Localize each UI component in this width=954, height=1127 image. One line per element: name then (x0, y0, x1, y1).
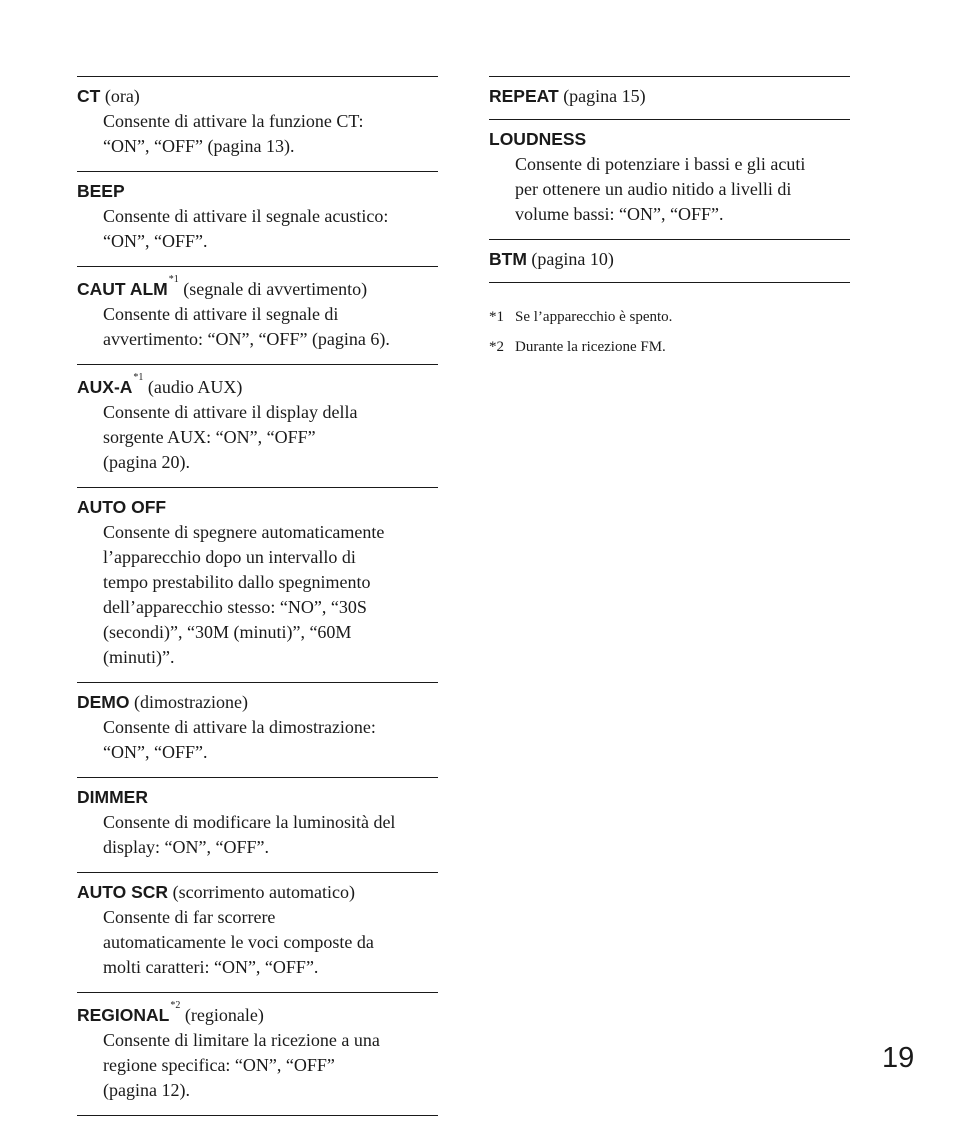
entry-term: AUTO SCR (77, 882, 169, 902)
entry-term: REGIONAL (77, 1005, 170, 1025)
footnote-text: Durante la ricezione FM. (515, 339, 666, 355)
entry-description: Consente di spegnere automaticamente l’apparecchio dopo un intervallo di tempo prestabilito dallo spegnimento dell’apparecchio stesso: “NO”, “30S (secondi)”, “30M (minuti)”, “60M (minuti)”. (103, 522, 385, 667)
entry-description: Consente di attivare la dimostrazione: “ON”, “OFF”. (103, 717, 376, 762)
entry-description: Consente di limitare la ricezione a una regione specifica: “ON”, “OFF” (pagina 12). (103, 1030, 380, 1100)
menu-entry (77, 364, 438, 487)
entry-heading (77, 786, 438, 808)
entry-description: Consente di attivare il display della sorgente AUX: “ON”, “OFF” (pagina 20). (103, 402, 358, 472)
menu-entry (77, 487, 438, 682)
menu-entry (77, 777, 438, 872)
footnote-reference: *1 (168, 274, 179, 285)
menu-entry (77, 76, 438, 171)
footnote-mark: *2 (489, 339, 504, 355)
entry-qualifier: (ora) (104, 86, 140, 106)
footnote-mark: *1 (489, 309, 504, 325)
entry-term: LOUDNESS (489, 129, 587, 149)
entry-term: AUX-A (77, 377, 133, 397)
entry-heading (489, 128, 850, 150)
footnotes (489, 302, 850, 362)
footnote-text: Se l’apparecchio è spento. (515, 309, 673, 325)
entry-description: Consente di attivare il segnale di avvertimento: “ON”, “OFF” (pagina 6). (103, 304, 390, 349)
entry-heading (77, 275, 438, 300)
menu-entry (77, 872, 438, 992)
menu-entry (489, 76, 850, 119)
entry-heading (77, 373, 438, 398)
menu-entry (77, 992, 438, 1116)
footnote-reference: *2 (170, 1000, 181, 1011)
entry-heading (489, 248, 850, 270)
entry-term: DEMO (77, 692, 130, 712)
entry-description: Consente di far scorrere automaticamente le voci composte da molti caratteri: “ON”, “OFF”. (103, 907, 374, 977)
entry-term: BEEP (77, 181, 125, 201)
footnote-reference: *1 (133, 372, 144, 383)
entry-term: AUTO OFF (77, 497, 167, 517)
entry-term: REPEAT (489, 86, 559, 106)
entry-qualifier: (audio AUX) (147, 377, 243, 397)
entry-term: DIMMER (77, 787, 148, 807)
entry-term: BTM (489, 249, 527, 269)
entry-heading (77, 180, 438, 202)
footnote (489, 302, 850, 332)
left-column (77, 76, 438, 1116)
menu-entry (489, 119, 850, 239)
entry-description: Consente di potenziare i bassi e gli acuti per ottenere un audio nitido a livelli di volume bassi: “ON”, “OFF”. (515, 154, 806, 224)
menu-entry (77, 682, 438, 777)
entry-description: Consente di modificare la luminosità del display: “ON”, “OFF”. (103, 812, 396, 857)
menu-entry (489, 239, 850, 283)
entry-term: CAUT ALM (77, 279, 168, 299)
right-column (489, 76, 850, 362)
entry-qualifier: (dimostrazione) (134, 692, 248, 712)
entry-heading (77, 691, 438, 713)
entry-qualifier: (regionale) (184, 1005, 264, 1025)
entry-term: CT (77, 86, 101, 106)
entry-heading (77, 881, 438, 903)
entry-heading (77, 496, 438, 518)
entry-qualifier: (segnale di avvertimento) (183, 279, 368, 299)
page-number: 19 (882, 1042, 915, 1074)
entry-qualifier: (pagina 15) (563, 86, 646, 106)
entry-qualifier: (pagina 10) (531, 249, 614, 269)
entry-heading (77, 85, 438, 107)
entry-heading (77, 1001, 438, 1026)
entry-qualifier: (scorrimento automatico) (172, 882, 356, 902)
entry-description: Consente di attivare il segnale acustico: “ON”, “OFF”. (103, 206, 389, 251)
menu-entry (77, 171, 438, 266)
footnote (489, 332, 850, 362)
menu-entry (77, 266, 438, 364)
entry-description: Consente di attivare la funzione CT: “ON”, “OFF” (pagina 13). (103, 111, 364, 156)
entry-heading (489, 85, 850, 107)
